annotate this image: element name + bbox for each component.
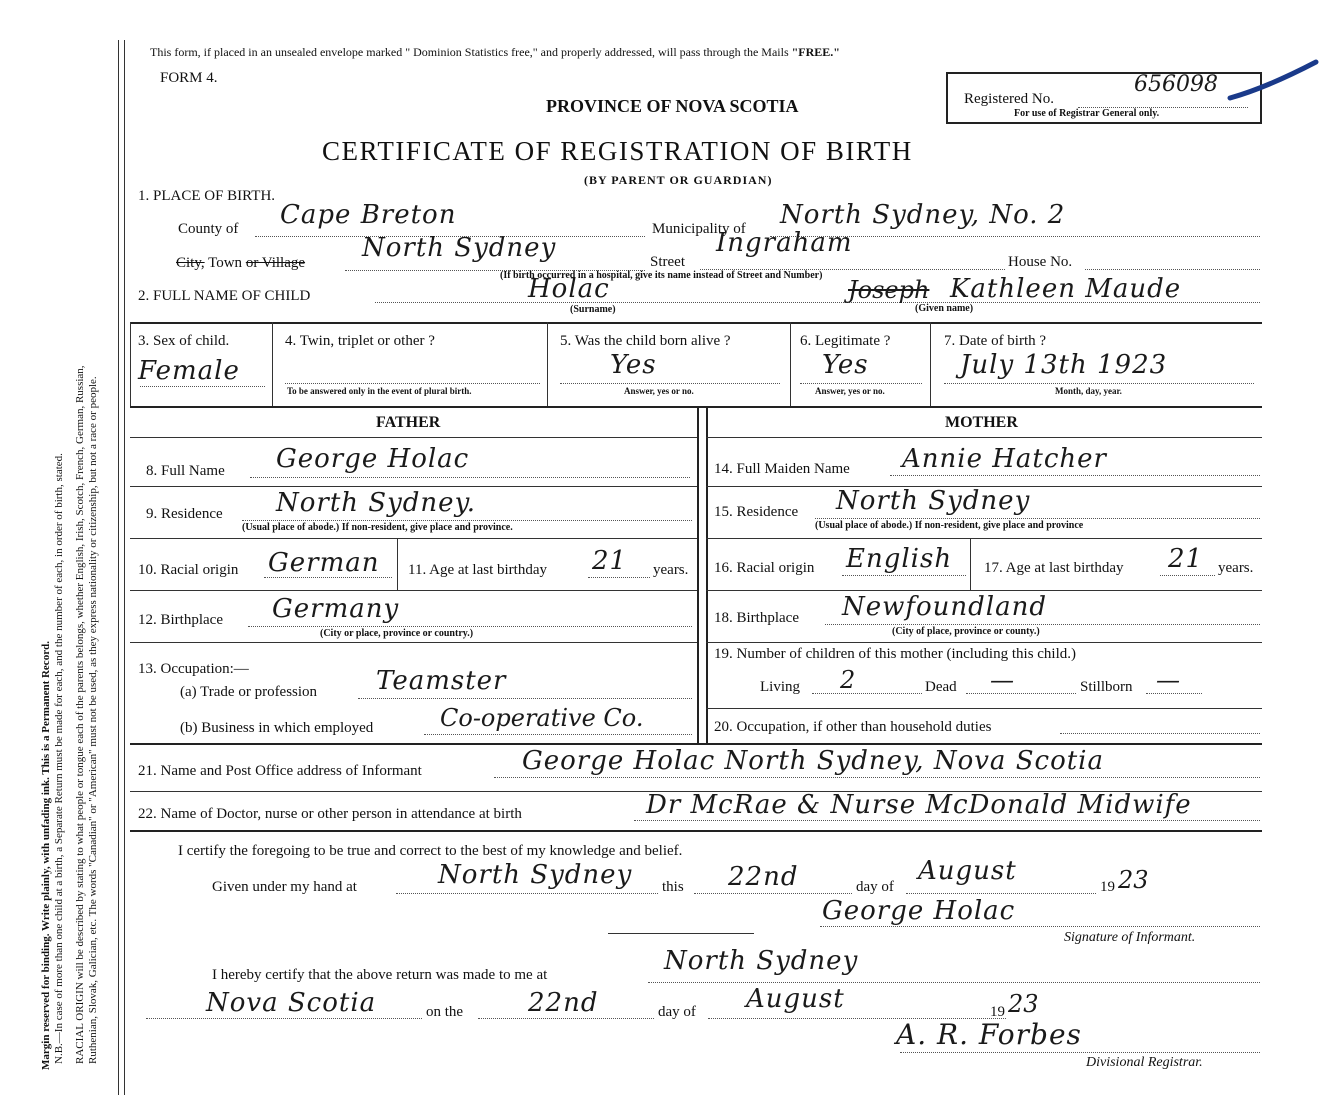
dob-note: Month, day, year. <box>1055 386 1122 396</box>
trade-line <box>358 698 692 699</box>
parents-divider <box>697 406 699 744</box>
alive-label: 5. Was the child born alive ? <box>560 333 731 349</box>
this-label: this <box>662 879 684 895</box>
legit-line <box>800 383 922 384</box>
signature-rule <box>608 933 754 934</box>
row-line <box>130 642 697 643</box>
mother-racial-line <box>842 575 966 576</box>
cell-border <box>397 538 398 590</box>
house-label: House No. <box>1008 254 1073 270</box>
father-birthplace: Germany <box>272 594 400 624</box>
margin-instructions <box>40 30 100 1070</box>
father-heading: FATHER <box>376 414 441 431</box>
registrar-place-1: North Sydney <box>664 946 859 976</box>
certificate-subtitle: (BY PARENT OR GUARDIAN) <box>584 173 773 187</box>
children-label: 19. Number of children of this mother (including this child.) <box>714 646 1077 662</box>
registrar-place2-line <box>146 1018 422 1019</box>
child-name-label: 2. FULL NAME OF CHILD <box>138 288 311 304</box>
trade-value: Teamster <box>376 666 507 696</box>
village-label: or Village <box>245 255 306 271</box>
row-line <box>706 642 1262 643</box>
father-birthplace-line <box>248 626 692 627</box>
mother-age: 21 <box>1168 544 1204 574</box>
mother-name-label: 14. Full Maiden Name <box>714 461 850 477</box>
living-line <box>812 693 922 694</box>
registrar-statement: I hereby certify that the above return was made to me at <box>212 967 548 983</box>
living-value: 2 <box>840 666 856 694</box>
child-surname: Holac <box>528 274 610 304</box>
cell-border <box>930 322 931 406</box>
province-title: PROVINCE OF NOVA SCOTIA <box>546 96 799 116</box>
sex-line <box>140 386 265 387</box>
dob-value: July 13th 1923 <box>960 350 1168 380</box>
row-line <box>706 538 1262 539</box>
mother-residence-note: (Usual place of abode.) If non-resident, give place and province <box>815 520 1084 531</box>
registrar-year-prefix: 19 <box>990 1004 1005 1020</box>
registrar-day-line <box>478 1018 654 1019</box>
father-years: years. <box>653 562 689 578</box>
mail-notice <box>150 45 840 60</box>
child-given-names: Kathleen Maude <box>950 274 1182 304</box>
mother-occupation-line <box>1060 733 1260 734</box>
dob-label: 7. Date of birth ? <box>944 333 1047 349</box>
place-heading: 1. PLACE OF BIRTH. <box>138 188 276 204</box>
on-the-label: on the <box>426 1004 464 1020</box>
doctor-label: 22. Name of Doctor, nurse or other person in attendance at birth <box>138 806 522 822</box>
cell-border <box>547 322 548 406</box>
margin-rule-2 <box>124 40 125 1095</box>
registrar-day-of-label: day of <box>658 1004 696 1020</box>
sex-value: Female <box>138 356 240 386</box>
father-racial-label: 10. Racial origin <box>138 562 239 578</box>
free-label: "FREE." <box>791 45 840 59</box>
mother-heading: MOTHER <box>945 414 1018 431</box>
father-name-label: 8. Full Name <box>146 463 225 479</box>
municipality-value: North Sydney, No. 2 <box>780 200 1066 230</box>
twin-label: 4. Twin, triplet or other ? <box>285 333 435 349</box>
given-caption: (Given name) <box>915 303 974 314</box>
cell-border <box>970 538 971 590</box>
given-place-line <box>396 893 658 894</box>
mother-racial-label: 16. Racial origin <box>714 560 815 576</box>
mail-notice-text: This form, if placed in an unsealed envelope marked " Dominion Statistics free," and properly addressed, will pass through the Mails <box>150 45 789 59</box>
occupation-label: 13. Occupation:— <box>138 661 249 677</box>
struck-given-name: Joseph <box>848 276 930 304</box>
legit-label: 6. Legitimate ? <box>800 333 891 349</box>
row-divider <box>130 830 1262 832</box>
registrar-place-2: Nova Scotia <box>206 988 377 1018</box>
alive-line <box>560 383 780 384</box>
row-line <box>706 437 1262 438</box>
row-line <box>130 486 697 487</box>
parents-divider <box>706 406 708 744</box>
father-racial: German <box>268 548 380 578</box>
row-line <box>130 590 697 591</box>
father-residence-label: 9. Residence <box>146 506 223 522</box>
alive-note: Answer, yes or no. <box>624 386 694 396</box>
dob-line <box>944 383 1254 384</box>
row-line <box>130 437 697 438</box>
doctor-value: Dr McRae & Nurse McDonald Midwife <box>646 790 1192 820</box>
registrar-signature: A. R. Forbes <box>896 1018 1082 1051</box>
dead-label: Dead <box>925 679 957 695</box>
informant-label: 21. Name and Post Office address of Informant <box>138 763 422 779</box>
father-name-line <box>250 477 690 478</box>
legit-value: Yes <box>822 350 869 380</box>
signature-line <box>820 926 1260 927</box>
dead-value: — <box>990 666 1014 694</box>
father-residence-line <box>242 520 692 521</box>
form-number: FORM 4. <box>160 70 218 86</box>
informant-value: George Holac North Sydney, Nova Scotia <box>522 746 1104 776</box>
informant-line <box>494 777 1260 778</box>
registration-box <box>946 72 1262 124</box>
row-line <box>130 538 697 539</box>
father-age: 21 <box>592 546 628 576</box>
month-line <box>906 893 1096 894</box>
living-label: Living <box>760 679 800 695</box>
father-age-label: 11. Age at last birthday <box>408 562 547 578</box>
registrar-place-line <box>648 982 1260 983</box>
father-residence: North Sydney. <box>276 488 477 518</box>
registered-label: Registered No. <box>964 91 1054 107</box>
mother-residence: North Sydney <box>836 486 1031 516</box>
mother-age-line <box>1160 575 1215 576</box>
mother-age-label: 17. Age at last birthday <box>984 560 1124 576</box>
mother-racial: English <box>846 544 953 574</box>
father-residence-note: (Usual place of abode.) If non-resident, give place and province. <box>242 522 513 533</box>
hospital-note: (If birth occurred in a hospital, give its name instead of Street and Number) <box>500 270 823 281</box>
mother-residence-line <box>815 518 1260 519</box>
father-birthplace-label: 12. Birthplace <box>138 612 223 628</box>
certify-statement: I certify the foregoing to be true and correct to the best of my knowledge and belief. <box>178 843 683 859</box>
municipality-label: Municipality of <box>652 221 746 237</box>
registrar-year-suffix: 23 <box>1008 990 1039 1018</box>
city-label: City, <box>176 255 205 271</box>
registrar-day: 22nd <box>528 988 599 1018</box>
given-label: Given under my hand at <box>212 879 357 895</box>
twin-line <box>285 383 540 384</box>
street-label: Street <box>650 254 685 270</box>
stillborn-label: Stillborn <box>1080 679 1133 695</box>
mother-name-line <box>890 475 1260 476</box>
mother-residence-label: 15. Residence <box>714 504 799 520</box>
cell-border <box>130 322 131 406</box>
margin-line-3: RACIAL ORIGIN will be described by stating to what people or tongue each of the parents belongs, whether English, Irish, Scotch, French, German, Russian, <box>74 365 86 1064</box>
row-line <box>706 590 1262 591</box>
father-name: George Holac <box>276 444 470 474</box>
margin-line-4: Ruthenian, Slovak, Galician, etc. The words "Canadian" or "American" must not be used, as they express nationality or citizenship, but not a race or people. <box>87 376 99 1064</box>
doctor-line <box>634 820 1260 821</box>
day-line <box>694 893 852 894</box>
town-value: North Sydney <box>362 233 557 263</box>
row-divider <box>130 406 1262 408</box>
margin-rule <box>118 40 119 1095</box>
year-prefix: 19 <box>1100 879 1115 895</box>
town-label-row <box>176 255 305 272</box>
father-age-line <box>588 577 650 578</box>
certify-day: 22nd <box>728 862 799 892</box>
registered-number: 656098 <box>1134 72 1218 97</box>
check-mark-icon <box>1226 58 1320 104</box>
mother-occupation-label: 20. Occupation, if other than household duties <box>714 719 992 735</box>
sex-label: 3. Sex of child. <box>138 333 230 349</box>
certify-month: August <box>918 856 1017 886</box>
surname-caption: (Surname) <box>570 304 616 315</box>
registrar-month: August <box>746 984 845 1014</box>
year-suffix: 23 <box>1118 866 1149 894</box>
registrar-caption: Divisional Registrar. <box>1086 1055 1203 1070</box>
mother-birthplace-label: 18. Birthplace <box>714 610 799 626</box>
house-line <box>1085 269 1260 270</box>
mother-name: Annie Hatcher <box>902 444 1107 474</box>
street-value: Ingraham <box>716 228 853 258</box>
row-divider <box>130 743 1262 745</box>
twin-note: To be answered only in the event of plural birth. <box>287 386 472 396</box>
day-of-label: day of <box>856 879 894 895</box>
county-value: Cape Breton <box>280 200 457 230</box>
given-place: North Sydney <box>438 860 633 890</box>
mother-birthplace-note: (City of place, province or county.) <box>892 626 1040 637</box>
father-birthplace-note: (City or place, province or country.) <box>320 628 474 639</box>
row-line <box>706 708 1262 709</box>
alive-value: Yes <box>610 350 657 380</box>
county-label: County of <box>178 221 239 237</box>
mother-birthplace: Newfoundland <box>842 592 1048 622</box>
signature-caption: Signature of Informant. <box>1064 930 1196 945</box>
cell-border <box>272 322 273 406</box>
business-label: (b) Business in which employed <box>180 720 374 736</box>
town-label: Town <box>208 255 243 271</box>
cell-border <box>790 322 791 406</box>
stillborn-value: — <box>1156 666 1180 694</box>
registrar-signature-line <box>900 1052 1260 1053</box>
mother-years: years. <box>1218 560 1254 576</box>
dead-line <box>966 693 1076 694</box>
informant-signature: George Holac <box>822 896 1016 926</box>
margin-line-2: N.B.—In case of more than one child at a birth, a Separate Return must be made for each, and the number of each, in order of birth, stated. <box>53 453 65 1064</box>
business-value: Co-operative Co. <box>440 704 644 732</box>
business-line <box>424 734 692 735</box>
certificate-title: CERTIFICATE OF REGISTRATION OF BIRTH <box>322 136 913 166</box>
trade-label: (a) Trade or profession <box>180 684 318 700</box>
registrar-note: For use of Registrar General only. <box>1014 108 1160 119</box>
mother-birthplace-line <box>825 624 1260 625</box>
legit-note: Answer, yes or no. <box>815 386 885 396</box>
margin-line-1: Margin reserved for binding. Write plainly, with unfading ink. This is a Permanent Record. <box>40 641 52 1070</box>
row-divider <box>130 322 1262 324</box>
